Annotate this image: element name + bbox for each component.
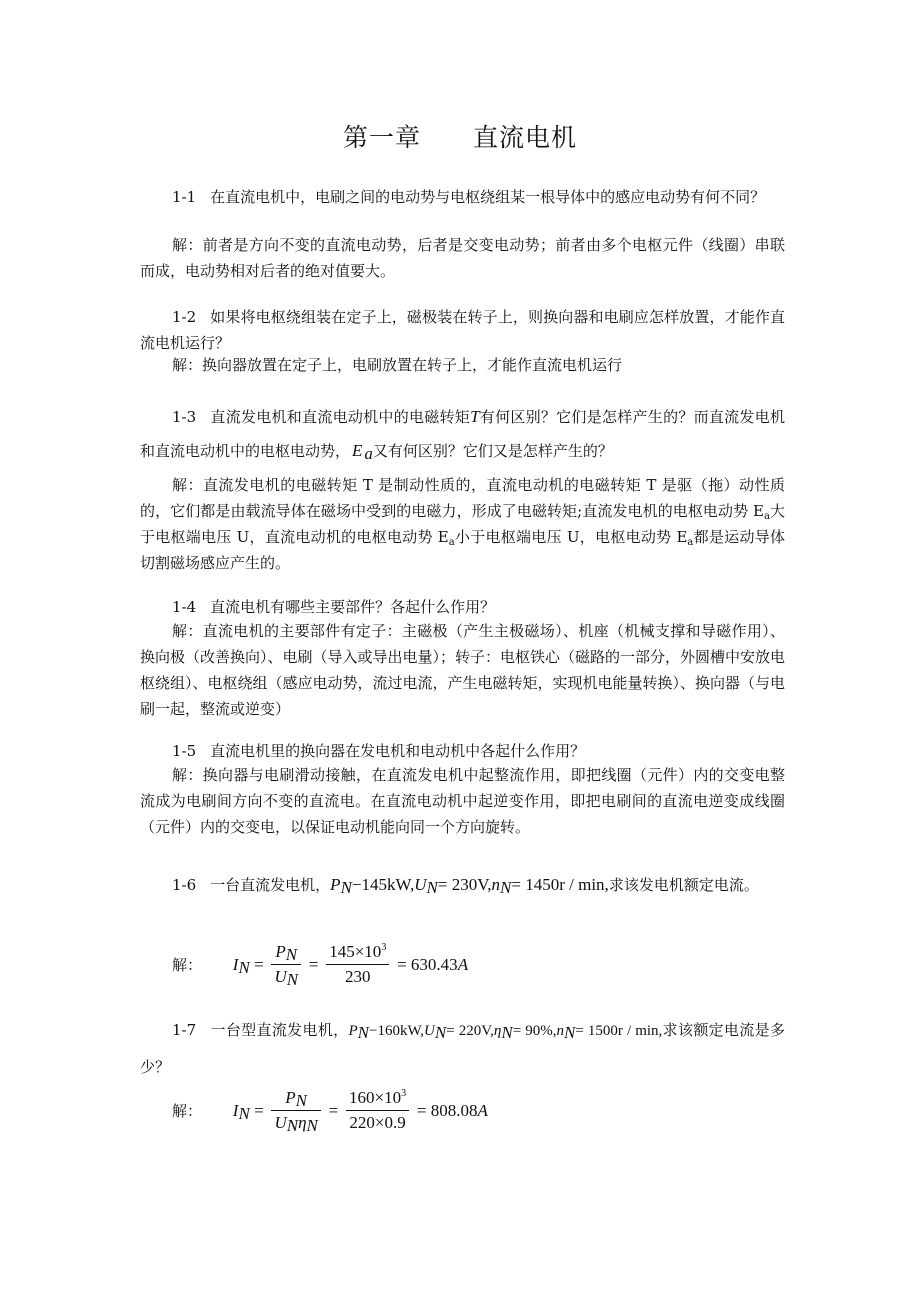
power-value: −145kW, [351, 875, 415, 894]
question-number: 1-2 [172, 308, 197, 326]
question-text-a: 一台型直流发电机， [210, 1021, 349, 1039]
equation-1-6: 解： $I_N$ = $\frac{P_N}{U_N}$ = $\frac{145\times 10^3}{230}$ = 630.43A [172, 942, 469, 989]
fraction-numerator: 160×10 [349, 1088, 402, 1107]
answer-text-c: 小于电枢端电压 U，电枢电动势 E [454, 528, 688, 546]
answer-text-a: 解：直流发电机的电磁转矩 T 是制动性质的，直流电动机的电磁转矩 T 是驱（拖）动性质的，它们都是由载流导体在磁场中受到的电磁力，形成了电磁转矩;直流发电机的电枢电动势 E [140, 476, 785, 520]
subscript-n: N [500, 878, 512, 897]
subscript-n: N [295, 1091, 307, 1110]
chapter-name: 直流电机 [473, 123, 578, 152]
speed-value: = 1500r / min, [575, 1023, 663, 1039]
fraction-pn-un-eta [271, 1086, 320, 1135]
question-number: 1-1 [172, 188, 197, 206]
question-1-7 [140, 1012, 785, 1085]
question-1-6 [140, 866, 785, 904]
voltage-symbol: U [414, 875, 427, 894]
subscript-n: N [564, 1023, 576, 1042]
answer-sub-3: a [687, 537, 694, 548]
subscript-n: N [357, 1023, 370, 1042]
answer-text-d: 都是运动导体切割磁场感应产生的。 [140, 528, 785, 572]
question-text-b: 求该额定电流是多少？ [140, 1021, 785, 1076]
answer-text: 解：前者是方向不变的直流电动势，后者是交变电动势；前者由多个电枢元件（线圈）串联而成，电动势相对后者的绝对值要大。 [140, 236, 785, 280]
question-text: 直流电机有哪些主要部件？各起什么作用？ [210, 598, 496, 616]
fraction-denominator: 220×0.9 [349, 1113, 406, 1132]
emf-subscript: a [364, 444, 373, 463]
subscript-n: N [434, 1023, 447, 1042]
question-text: 如果将电枢绕组装在定子上，磁极装在转子上，则换向器和电刷应怎样放置，才能作直流电机运行？ [140, 308, 785, 352]
fraction-values [346, 1086, 409, 1135]
subscript-n: N [340, 878, 352, 897]
question-number: 1-7 [172, 1021, 197, 1039]
result-value: = 630.43 [397, 954, 458, 974]
fraction-denominator: 230 [345, 967, 371, 986]
subscript-n: N [285, 945, 298, 964]
subscript-n: N [426, 878, 438, 897]
speed-symbol: n [556, 1023, 564, 1039]
fraction-numerator: P [285, 1088, 296, 1107]
chapter-number: 第一章 [342, 123, 421, 152]
speed-value: = 1450r / min, [511, 875, 609, 894]
power-symbol: P [348, 1023, 358, 1039]
chapter-title [0, 118, 920, 154]
voltage-symbol: U [424, 1023, 435, 1039]
result-unit: A [477, 1100, 488, 1120]
fraction-denominator-eta: η [298, 1113, 307, 1132]
answer-text: 解：换向器放置在定子上，电刷放置在转子上，才能作直流电机运行 [172, 356, 623, 374]
question-number: 1-3 [172, 408, 197, 426]
question-1-5 [140, 738, 785, 764]
efficiency-symbol: η [493, 1023, 502, 1039]
subscript-n: N [238, 1103, 250, 1123]
question-1-2 [140, 304, 785, 356]
answer-text-b: 大于电枢端电压 U，直流电动机的电枢电动势 E [140, 502, 785, 546]
question-number: 1-6 [172, 876, 197, 894]
fraction-denominator: U [274, 967, 287, 986]
subscript-n: N [286, 970, 299, 989]
result-unit: A [457, 954, 469, 974]
answer-label: 解： [172, 1102, 203, 1120]
fraction-pn-un [271, 940, 301, 989]
answer-sub-1: a [763, 511, 770, 522]
answer-1-2 [140, 352, 785, 378]
speed-symbol: n [491, 875, 501, 894]
fraction-numerator: P [275, 942, 286, 961]
question-text-a: 一台直流发电机， [210, 876, 331, 894]
question-1-1 [140, 184, 785, 210]
power-value: −160kW, [369, 1023, 425, 1039]
voltage-value: = 230V, [437, 875, 492, 894]
question-text-b: 求该发电机额定电流。 [608, 876, 759, 894]
question-text: 在直流电机中，电刷之间的电动势与电枢绕组某一根导体中的感应电动势有何不同？ [210, 188, 766, 206]
answer-1-4 [140, 618, 785, 722]
question-number: 1-5 [172, 742, 197, 760]
equation-1-7: 解： $I_N$ = $\frac{P_N}{U_N\eta_N}$ = $\frac{160\times 10^3}{220\times 0.9}$ = 808.08A [172, 1088, 488, 1135]
exponent: 3 [401, 1088, 407, 1099]
question-text-a: 直流发电机和直流电动机中的电磁转矩 [210, 408, 471, 426]
voltage-value: = 220V, [446, 1023, 494, 1039]
fraction-values [326, 940, 389, 989]
subscript-n: N [306, 1116, 318, 1135]
answer-label: 解： [172, 956, 203, 974]
current-symbol: I [232, 1100, 239, 1120]
fraction-numerator: 145×10 [329, 942, 382, 961]
question-1-4 [140, 594, 785, 620]
current-symbol: I [232, 954, 239, 974]
exponent: 3 [381, 942, 387, 953]
efficiency-value: = 90%, [512, 1023, 557, 1039]
question-text: 直流电机里的换向器在发电机和电动机中各起什么作用？ [210, 742, 586, 760]
answer-text: 解：换向器与电刷滑动接触，在直流发电机中起整流作用，即把线圈（元件）内的交变电整流成为电刷间方向不变的直流电。在直流电动机中起逆变作用，即把电刷间的直流电逆变成线圈（元件）内的交变电，以保证电动机能向同一个方向旋转。 [140, 766, 785, 836]
answer-1-1 [140, 232, 785, 284]
answer-1-3 [140, 472, 785, 576]
subscript-n: N [286, 1116, 299, 1135]
answer-1-5 [140, 762, 785, 840]
question-text-b: 有何区别？它们是怎样产生的？而直流发电机和直流电动机中的电枢电动势， [140, 408, 785, 460]
question-number: 1-4 [172, 598, 197, 616]
fraction-denominator-u: U [274, 1113, 287, 1132]
question-text-c: 又有何区别？它们又是怎样产生的？ [372, 442, 613, 460]
answer-sub-2: a [448, 537, 455, 548]
result-value: = 808.08 [416, 1100, 478, 1120]
torque-symbol: T [470, 407, 480, 426]
answer-text: 解：直流电机的主要部件有定子：主磁极（产生主极磁场）、机座（机械支撑和导磁作用）、换向极（改善换向）、电刷（导入或导出电量）；转子：电枢铁心（磁路的一部分，外圆槽中安放电枢绕组）、电枢绕组（感应电动势，流过电流，产生电磁转矩，实现机电能量转换）、换向器（与电刷一起，整流或逆变） [140, 622, 786, 718]
question-1-3 [140, 400, 785, 468]
subscript-n: N [238, 957, 250, 977]
subscript-n: N [501, 1023, 513, 1042]
power-symbol: P [330, 875, 341, 894]
emf-symbol: E [352, 441, 363, 460]
